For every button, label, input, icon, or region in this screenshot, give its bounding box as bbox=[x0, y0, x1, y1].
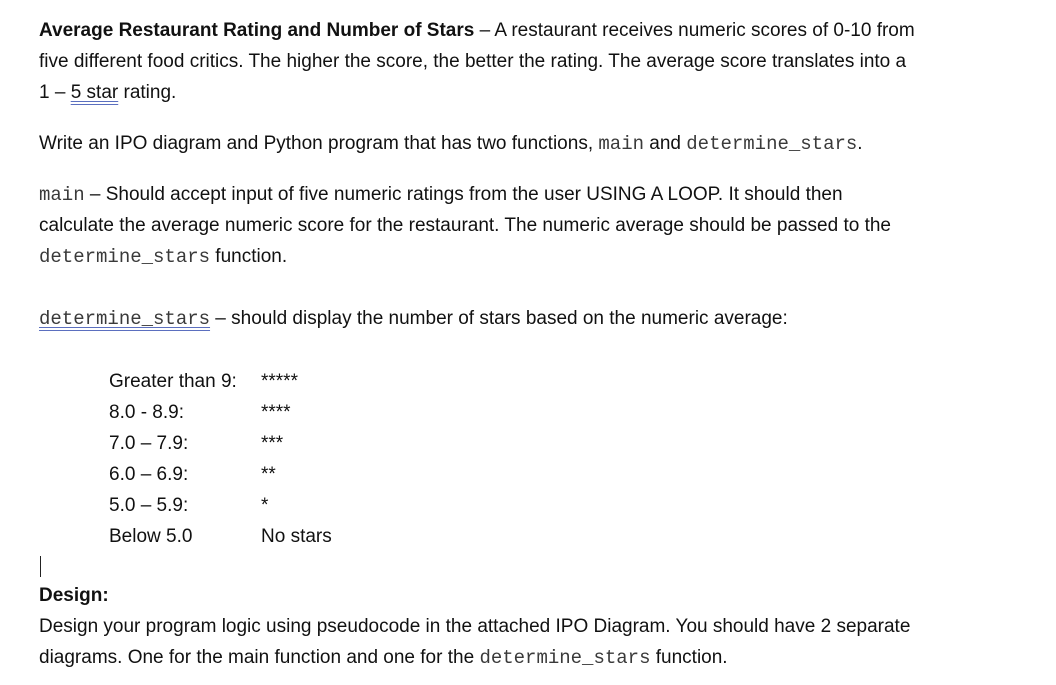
task-and: and bbox=[644, 133, 687, 154]
design-line-2 bbox=[39, 642, 1039, 674]
star-row-stars: No stars bbox=[261, 526, 332, 547]
det-desc-text: – should display the number of stars based on the numeric average: bbox=[210, 308, 788, 329]
intro-line-1 bbox=[39, 15, 1039, 46]
task-pre: Write an IPO diagram and Python program that has two functions, bbox=[39, 133, 599, 154]
star-row-range: 6.0 – 6.9: bbox=[109, 464, 189, 485]
design-line-1: Design your program logic using pseudocode in the attached IPO Diagram. You should have 2 separate bbox=[39, 616, 911, 637]
star-row-stars: * bbox=[261, 495, 269, 516]
main-desc-line-1 bbox=[39, 179, 1039, 211]
star-row-range: Below 5.0 bbox=[109, 526, 193, 547]
design-line-2-post: function. bbox=[650, 647, 728, 668]
intro-line-2: five different food critics. The higher the score, the better the rating. The average score translates into a bbox=[39, 51, 907, 72]
star-row-range: 8.0 - 8.9: bbox=[109, 402, 184, 423]
det-desc-line bbox=[39, 303, 1039, 335]
determine-stars-function-name: determine_stars bbox=[686, 133, 858, 155]
star-row-range: 5.0 – 5.9: bbox=[109, 495, 189, 516]
main-desc-line-3 bbox=[39, 241, 1039, 273]
intro-dash: – bbox=[474, 20, 495, 41]
intro-line-3-pre: 1 – bbox=[39, 82, 71, 103]
intro-line-3 bbox=[39, 77, 1039, 108]
star-row-stars: ***** bbox=[261, 371, 298, 392]
det-desc-fn: determine_stars bbox=[39, 308, 211, 330]
task-line bbox=[39, 128, 1039, 160]
task-end: . bbox=[857, 133, 863, 154]
star-row-stars: *** bbox=[261, 433, 284, 454]
design-fn: determine_stars bbox=[479, 647, 651, 669]
star-row-stars: **** bbox=[261, 402, 291, 423]
design-line-2-pre: diagrams. One for the main function and one for the bbox=[39, 647, 480, 668]
main-desc-fn: main bbox=[39, 184, 85, 206]
star-row-stars: ** bbox=[261, 464, 276, 485]
star-row-range: Greater than 9: bbox=[109, 371, 237, 392]
design-heading: Design: bbox=[39, 585, 109, 606]
main-desc-fn2: determine_stars bbox=[39, 246, 211, 268]
main-desc-line-1-text: – Should accept input of five numeric ratings from the user USING A LOOP. It should then bbox=[84, 184, 843, 205]
star-row-range: 7.0 – 7.9: bbox=[109, 433, 189, 454]
intro-title: Average Restaurant Rating and Number of Stars bbox=[39, 20, 475, 41]
main-desc-line-2: calculate the average numeric score for the restaurant. The numeric average should be passed to the bbox=[39, 215, 891, 236]
intro-line-3-post: rating. bbox=[118, 82, 177, 103]
main-function-name: main bbox=[598, 133, 644, 155]
main-desc-line-3-text: function. bbox=[210, 246, 288, 267]
five-star-text: 5 star bbox=[70, 82, 119, 103]
intro-line-1-text: A restaurant receives numeric scores of 0-10 from bbox=[494, 20, 915, 41]
text-cursor bbox=[40, 556, 41, 577]
